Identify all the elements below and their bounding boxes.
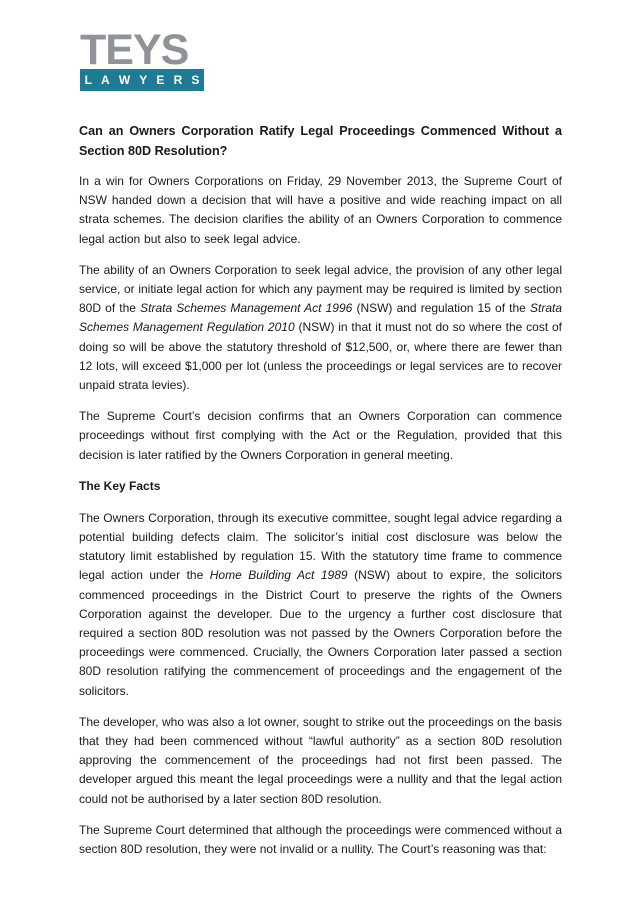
logo-wordmark: TEYS (80, 34, 189, 66)
section-heading-key-facts: The Key Facts (79, 478, 161, 493)
logo-letter: S (191, 73, 200, 87)
text-run: The ability of an Owners Corporation to seek legal advice, the provision of any other legal service, or initiate legal action for which any payment may be required is limited by section 80D of the (79, 262, 562, 316)
logo-letter: E (156, 73, 165, 87)
logo-lawyers-bar (80, 69, 204, 91)
logo-letter: L (84, 73, 92, 87)
act-citation: Strata Schemes Management Act 1996 (140, 301, 353, 316)
text-run: (NSW) in that it must not do so where the cost of doing so will be above the statutory threshold of $12,500, or, where there are fewer than 12 lots, will exceed $1,000 per lot (unless the proceedings or legal services are to recover unpaid strata levies). (79, 320, 562, 393)
paragraph-key-facts (79, 509, 562, 701)
logo-letter: Y (139, 73, 148, 87)
text-run: (NSW) about to expire, the solicitors commenced proceedings in the District Court to preserve the rights of the Owners Corporation against the developer. Due to the urgency a further cost disclosure that required a section 80D resolution was not passed by the Owners Corporation before the proceedings were commenced. Crucially, the Owners Corporation later passed a section 80D resolution ratifying the commencement of proceedings and the engagement of the solicitors. (79, 568, 562, 698)
teys-lawyers-logo (80, 34, 204, 92)
regulation-citation: Strata Schemes Management Regulation 2010 (79, 301, 562, 335)
paragraph-developer-argument: The developer, who was also a lot owner, sought to strike out the proceedings on the basis that they had been commenced without “lawful authority” as a section 80D resolution approving the commencement of the proceedings had not first been passed. The developer argued this meant the legal proceedings were a nullity and that the legal action could not be authorised by a later section 80D resolution. (79, 714, 562, 806)
text-run: (NSW) and regulation 15 of the (352, 301, 530, 316)
logo-letter: R (173, 73, 183, 87)
paragraph-court-decision: The Supreme Court’s decision confirms that an Owners Corporation can commence proceedings without first complying with the Act or the Regulation, provided that this decision is later ratified by the Owners Corporation in general meeting. (79, 409, 562, 462)
intro-paragraph: In a win for Owners Corporations on Friday, 29 November 2013, the Supreme Court of NSW handed down a decision that will have a positive and wide reaching impact on all strata schemes. The decision clarifies the ability of an Owners Corporation to commence legal action but also to seek legal advice. (79, 174, 562, 246)
logo-letter: A (101, 73, 110, 87)
paragraph-court-reasoning: The Supreme Court determined that although the proceedings were commenced without a section 80D resolution, they were not invalid or a nullity. The Court’s reasoning was that: (79, 822, 562, 857)
document-title: Can an Owners Corporation Ratify Legal Proceedings Commenced Without a Section 80D Resolution? (79, 124, 562, 158)
logo-letter: W (118, 73, 131, 87)
paragraph-section-80d-limits (79, 261, 562, 395)
act-citation: Home Building Act 1989 (209, 568, 348, 583)
document-body (79, 121, 562, 871)
text-run: The Owners Corporation, through its executive committee, sought legal advice regarding a potential building defects claim. The solicitor’s initial cost disclosure was below the statutory limit established by regulation 15. With the statutory time frame to commence legal action under the (79, 510, 562, 583)
